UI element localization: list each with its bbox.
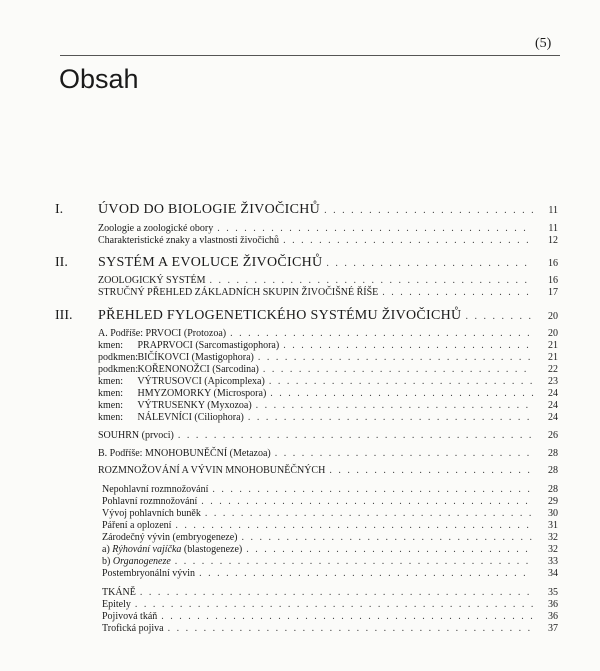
page-ref: 31 xyxy=(548,520,558,531)
toc-entry xyxy=(0,611,600,623)
entry-text: SOUHRN (prvoci) xyxy=(98,430,174,441)
page-ref: 33 xyxy=(548,556,558,567)
toc-entry xyxy=(0,496,600,508)
entry-label xyxy=(98,364,263,376)
page-ref: 36 xyxy=(548,599,558,610)
entry-label xyxy=(102,568,199,580)
entry-text: SYSTÉM A EVOLUCE ŽIVOČICHŮ xyxy=(98,255,323,270)
page-ref: 23 xyxy=(548,376,558,387)
entry-label xyxy=(98,254,326,271)
entry-prefix: kmen: xyxy=(98,388,123,399)
dot-leader: . . . . . . . . . . . . . . . . . . . . . . . . . . . . . . . . . xyxy=(241,532,534,543)
entry-label xyxy=(102,520,175,532)
entry-italic: Organogeneze xyxy=(112,556,171,567)
entry-text: A. Podříše: PRVOCI (Protozoa) xyxy=(98,328,227,339)
entry-text: PŘEHLED FYLOGENETICKÉHO SYSTÉMU ŽIVOČICHŮ xyxy=(98,308,462,323)
page-ref: 37 xyxy=(548,623,558,634)
toc-entry xyxy=(0,287,600,299)
dot-leader: . . . . . . . . . . . . . . . . . . . . . . . . . . . . . . . . . . . . . . . . . . . . xyxy=(139,587,532,598)
dot-leader: . . . . . . . . . . . . . . . . . . . . . . . . . . . . . . . . . . . . xyxy=(212,484,532,495)
toc-entry xyxy=(0,623,600,635)
toc-entry xyxy=(0,568,600,580)
dot-leader: . . . . . . . . . . . . . . . . . . . . . . . . . . . . . . . . . . . . . . . . xyxy=(175,520,531,531)
dot-leader: . . . . . . . . . . . . . . . . . . . . . . . . . . . . . . . . . . . xyxy=(217,223,528,234)
entry-text: VÝTRUSOVCI (Apicomplexa) xyxy=(137,376,265,387)
entry-label xyxy=(102,532,242,544)
entry-label xyxy=(98,223,217,235)
entry-label xyxy=(102,556,175,568)
page-ref: 21 xyxy=(548,352,558,363)
dot-leader: . . . . . . . . . . . . . . . . . . . . . . . . . . . . . . . . . . . . . xyxy=(204,508,534,519)
dot-leader: . . . . . . . . . . . . . . . . . . . . . . . . . . . . xyxy=(283,235,531,246)
page-ref: 34 xyxy=(548,568,558,579)
page-title: Obsah xyxy=(59,64,139,94)
dot-leader: . . . . . . . . . . . . . . . . . . . . . . . . . . . . . . . . . . . . . . . . . . xyxy=(161,611,535,622)
toc-entry xyxy=(0,556,600,568)
header-rule xyxy=(60,55,560,56)
entry-text: HMYZOMORKY (Microspora) xyxy=(137,388,267,399)
page-ref: 17 xyxy=(548,287,558,298)
entry-text: ÚVOD DO BIOLOGIE ŽIVOČICHŮ xyxy=(98,202,321,217)
entry-label xyxy=(98,352,258,364)
dot-leader: . . . . . . . . . . . . . . . . . . . . . . . . . . . . . . xyxy=(262,364,529,375)
entry-prefix: a) xyxy=(102,544,110,555)
toc-entry xyxy=(0,275,600,287)
entry-text: Postembryonální vývin xyxy=(102,568,196,579)
entry-label xyxy=(98,448,275,460)
entry-text: Pojivová tkáň xyxy=(102,611,158,622)
entry-text: (blastogeneze) xyxy=(183,544,243,555)
entry-text: Vývoj pohlavních buněk xyxy=(102,508,201,519)
entry-text: NÁLEVNÍCI (Ciliophora) xyxy=(137,412,244,423)
page-ref: 20 xyxy=(548,311,558,322)
chapter-numeral: I. xyxy=(55,202,64,217)
dot-leader: . . . . . . . . . . . . . . . . . . . . . . . . . . . . . . . . . . xyxy=(230,328,532,339)
entry-text: TKÁNĚ xyxy=(102,587,136,598)
page-ref: 11 xyxy=(548,223,558,234)
entry-label xyxy=(98,340,283,352)
page-ref: 11 xyxy=(548,205,558,216)
entry-text: KOŘENONOŽCI (Sarcodina) xyxy=(137,364,259,375)
toc-entry xyxy=(0,307,600,324)
entry-text: PRAPRVOCI (Sarcomastigophora) xyxy=(137,340,280,351)
entry-text: B. Podříše: MNOHOBUNĚČNÍ (Metazoa) xyxy=(98,448,271,459)
entry-label xyxy=(102,544,246,556)
entry-text: Nepohlavní rozmnožování xyxy=(102,484,209,495)
entry-label xyxy=(102,496,201,508)
dot-leader: . . . . . . . . . . . . . . . . . . . . . . . . . . . . . . . . . . . . . . . . xyxy=(174,556,531,567)
entry-text: Zoologie a zoologické obory xyxy=(98,223,214,234)
entry-label xyxy=(98,412,248,424)
toc-entry xyxy=(0,544,600,556)
entry-label xyxy=(102,599,135,611)
entry-prefix: podkmen: xyxy=(98,364,138,375)
dot-leader: . . . . . . . . . . . . . . . . . . . . . . . . . . . . . xyxy=(274,448,532,459)
entry-text: Zárodečný vývin (embryogeneze) xyxy=(102,532,238,543)
entry-label xyxy=(98,201,324,218)
page-ref: 16 xyxy=(548,258,558,269)
dot-leader: . . . . . . . . . . . . . . . . . . . . . . . . . . . . . . . . xyxy=(247,412,532,423)
dot-leader: . . . . . . . . . . . . . . . . . . . . . . . . . . . . . . . . xyxy=(246,544,530,555)
dot-leader: . . . . . . . . . . . . . . . . . . . . . . . . . . . . . . . . . . . . . . . . . . . . . xyxy=(134,599,536,610)
entry-label xyxy=(98,465,329,477)
page-ref: 21 xyxy=(548,340,558,351)
toc-entry xyxy=(0,484,600,496)
dot-leader: . . . . . . . . . . . . . . . . . . . . . . . . . . . . . . . . . . . . . xyxy=(199,568,528,579)
entry-prefix: kmen: xyxy=(98,400,123,411)
entry-text: Trofická pojiva xyxy=(102,623,164,634)
toc-entry xyxy=(0,352,600,364)
toc-entry xyxy=(0,340,600,352)
entry-italic: Rýhování vajíčka xyxy=(112,544,182,555)
entry-prefix: kmen: xyxy=(98,412,123,423)
entry-label xyxy=(98,376,269,388)
entry-label xyxy=(98,235,283,247)
toc-entry xyxy=(0,376,600,388)
dot-leader: . . . . . . . . . . . . . . . . . . . . . . . . . . . . . . . . . . . . . . . . xyxy=(177,430,534,441)
entry-label xyxy=(98,400,256,412)
page-ref: 29 xyxy=(548,496,558,507)
dot-leader: . . . . . . . . . . . . . . . . . xyxy=(382,287,531,298)
entry-prefix: kmen: xyxy=(98,340,123,351)
page-ref: 28 xyxy=(548,448,558,459)
dot-leader: . . . . . . . . . . . . . . . . . . . . . . . . . . . . xyxy=(283,340,531,351)
entry-label xyxy=(102,623,168,635)
dot-leader: . . . . . . . . . . . . . . . . . . . . . . . . . . . . . . . . . . . . . xyxy=(201,496,530,507)
entry-text: Charakteristické znaky a vlastnosti živočichů xyxy=(98,235,280,246)
entry-label xyxy=(98,430,178,442)
entry-text: Páření a oplození xyxy=(102,520,172,531)
dot-leader: . . . . . . . . . . . . . . . . . . . . . . . . . . . . . . . . . . . . xyxy=(209,275,529,286)
toc-entry xyxy=(0,400,600,412)
toc-entry xyxy=(0,254,600,271)
page-ref: 22 xyxy=(548,364,558,375)
entry-prefix: podkmen: xyxy=(98,352,138,363)
page-ref: 28 xyxy=(548,484,558,495)
entry-label xyxy=(102,587,140,599)
toc-entry xyxy=(0,520,600,532)
toc-entry xyxy=(0,599,600,611)
toc-entry xyxy=(0,235,600,247)
entry-label xyxy=(98,287,382,299)
toc-entry xyxy=(0,587,600,599)
entry-label xyxy=(102,611,161,623)
toc-entry xyxy=(0,223,600,235)
dot-leader: . . . . . . . . xyxy=(465,311,533,322)
page-ref: 24 xyxy=(548,388,558,399)
dot-leader: . . . . . . . . . . . . . . . . . . . . . . . . . . . . . . xyxy=(268,376,535,387)
entry-label xyxy=(98,388,270,400)
entry-label xyxy=(102,508,205,520)
page-ref: 26 xyxy=(548,430,558,441)
entry-text: ZOOLOGICKÝ SYSTÉM xyxy=(98,275,206,286)
entry-label xyxy=(98,307,465,324)
toc-entry xyxy=(0,532,600,544)
dot-leader: . . . . . . . . . . . . . . . . . . . . . . . . . . . . . . . xyxy=(255,400,531,411)
chapter-numeral: II. xyxy=(55,255,68,270)
toc-entry xyxy=(0,465,600,477)
page-ref: 36 xyxy=(548,611,558,622)
toc-entry xyxy=(0,201,600,218)
entry-prefix: b) xyxy=(102,556,111,567)
entry-prefix: kmen: xyxy=(98,376,123,387)
entry-text: Pohlavní rozmnožování xyxy=(102,496,198,507)
entry-text: VÝTRUSENKY (Myxozoa) xyxy=(137,400,252,411)
toc-entry xyxy=(0,508,600,520)
dot-leader: . . . . . . . . . . . . . . . . . . . . . . . xyxy=(326,258,529,269)
dot-leader: . . . . . . . . . . . . . . . . . . . . . . . . . . . . . . xyxy=(270,388,536,399)
page-ref: 12 xyxy=(548,235,558,246)
page-ref: 24 xyxy=(548,400,558,411)
page-ref: 35 xyxy=(548,587,558,598)
page-ref: 28 xyxy=(548,465,558,476)
toc-entry xyxy=(0,412,600,424)
toc-entry xyxy=(0,364,600,376)
entry-text: Epitely xyxy=(102,599,131,610)
toc-entry xyxy=(0,328,600,340)
page-ref: 20 xyxy=(548,328,558,339)
page-number: (5) xyxy=(535,36,552,51)
page-ref: 32 xyxy=(548,544,558,555)
page-ref: 16 xyxy=(548,275,558,286)
page-ref: 24 xyxy=(548,412,558,423)
toc-entry xyxy=(0,388,600,400)
dot-leader: . . . . . . . . . . . . . . . . . . . . . . . . . . . . . . . xyxy=(257,352,533,363)
entry-text: ROZMNOŽOVÁNÍ A VÝVIN MNOHOBUNĚČNÝCH xyxy=(98,465,326,476)
dot-leader: . . . . . . . . . . . . . . . . . . . . . . . xyxy=(329,465,532,476)
dot-leader: . . . . . . . . . . . . . . . . . . . . . . . . xyxy=(324,205,536,216)
entry-label xyxy=(102,484,212,496)
entry-text: BIČÍKOVCI (Mastigophora) xyxy=(137,352,254,363)
toc-entry xyxy=(0,448,600,460)
entry-label xyxy=(98,275,210,287)
toc-entry xyxy=(0,430,600,442)
page-ref: 30 xyxy=(548,508,558,519)
dot-leader: . . . . . . . . . . . . . . . . . . . . . . . . . . . . . . . . . . . . . . . . . xyxy=(167,623,533,634)
entry-text: STRUČNÝ PŘEHLED ZÁKLADNÍCH SKUPIN ŽIVOČIŠNÉ ŘÍŠE xyxy=(98,287,379,298)
chapter-numeral: III. xyxy=(55,308,73,323)
entry-label xyxy=(98,328,230,340)
page-ref: 32 xyxy=(548,532,558,543)
